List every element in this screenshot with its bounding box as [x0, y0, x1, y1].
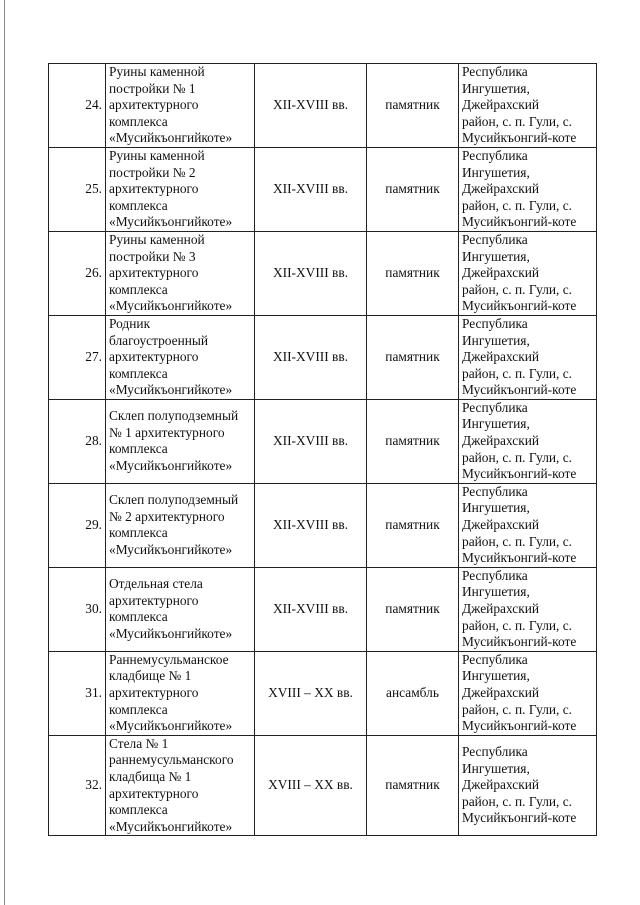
object-dating: XII-XVIII вв. [255, 64, 367, 148]
object-location: Республика Ингушетия, Джейрахский район, с. п. Гули, с. Мусийкъонгий-коте [459, 651, 597, 735]
object-dating: XVIII – XX вв. [255, 735, 367, 836]
object-name: Руины каменной постройки № 3 архитектурного комплекса «Мусийкъонгийкоте» [106, 231, 255, 315]
object-category: памятник [367, 483, 459, 567]
object-name: Руины каменной постройки № 1 архитектурного комплекса «Мусийкъонгийкоте» [106, 64, 255, 148]
object-location: Республика Ингушетия, Джейрахский район, с. п. Гули, с. Мусийкъонгий-коте [459, 735, 597, 836]
object-category: памятник [367, 231, 459, 315]
row-number: 24. [49, 64, 106, 148]
table-row [49, 567, 597, 651]
table-row [49, 147, 597, 231]
object-dating: XVIII – XX вв. [255, 651, 367, 735]
row-number: 26. [49, 231, 106, 315]
table-row [49, 64, 597, 148]
row-number: 27. [49, 315, 106, 399]
table-row [49, 735, 597, 836]
row-number: 29. [49, 483, 106, 567]
scan-edge-line [4, 0, 5, 905]
table-row [49, 483, 597, 567]
object-category: ансамбль [367, 651, 459, 735]
object-dating: XII-XVIII вв. [255, 399, 367, 483]
object-dating: XII-XVIII вв. [255, 231, 367, 315]
object-category: памятник [367, 567, 459, 651]
table-row [49, 399, 597, 483]
object-dating: XII-XVIII вв. [255, 483, 367, 567]
row-number: 30. [49, 567, 106, 651]
object-category: памятник [367, 315, 459, 399]
object-dating: XII-XVIII вв. [255, 567, 367, 651]
table-row [49, 231, 597, 315]
heritage-objects-table [48, 63, 597, 836]
object-location: Республика Ингушетия, Джейрахский район, с. п. Гули, с. Мусийкъонгий-коте [459, 147, 597, 231]
object-category: памятник [367, 147, 459, 231]
object-location: Республика Ингушетия, Джейрахский район, с. п. Гули, с. Мусийкъонгий-коте [459, 315, 597, 399]
table-row [49, 315, 597, 399]
object-location: Республика Ингушетия, Джейрахский район, с. п. Гули, с. Мусийкъонгий-коте [459, 64, 597, 148]
object-name: Склеп полуподземный № 1 архитектурного комплекса «Мусийкъонгийкоте» [106, 399, 255, 483]
row-number: 28. [49, 399, 106, 483]
object-name: Руины каменной постройки № 2 архитектурного комплекса «Мусийкъонгийкоте» [106, 147, 255, 231]
object-name: Родник благоустроенный архитектурного комплекса «Мусийкъонгийкоте» [106, 315, 255, 399]
object-dating: XII-XVIII вв. [255, 315, 367, 399]
object-name: Раннемусульманское кладбище № 1 архитектурного комплекса «Мусийкъонгийкоте» [106, 651, 255, 735]
row-number: 25. [49, 147, 106, 231]
object-name: Склеп полуподземный № 2 архитектурного комплекса «Мусийкъонгийкоте» [106, 483, 255, 567]
object-location: Республика Ингушетия, Джейрахский район, с. п. Гули, с. Мусийкъонгий-коте [459, 483, 597, 567]
object-location: Республика Ингушетия, Джейрахский район, с. п. Гули, с. Мусийкъонгий-коте [459, 231, 597, 315]
object-location: Республика Ингушетия, Джейрахский район, с. п. Гули, с. Мусийкъонгий-коте [459, 399, 597, 483]
object-name: Стела № 1 раннемусульманского кладбища № 1 архитектурного комплекса «Мусийкъонгийкоте» [106, 735, 255, 836]
object-name: Отдельная стела архитектурного комплекса «Мусийкъонгийкоте» [106, 567, 255, 651]
object-location: Республика Ингушетия, Джейрахский район, с. п. Гули, с. Мусийкъонгий-коте [459, 567, 597, 651]
object-category: памятник [367, 735, 459, 836]
row-number: 31. [49, 651, 106, 735]
object-category: памятник [367, 399, 459, 483]
row-number: 32. [49, 735, 106, 836]
object-category: памятник [367, 64, 459, 148]
object-dating: XII-XVIII вв. [255, 147, 367, 231]
table-row [49, 651, 597, 735]
